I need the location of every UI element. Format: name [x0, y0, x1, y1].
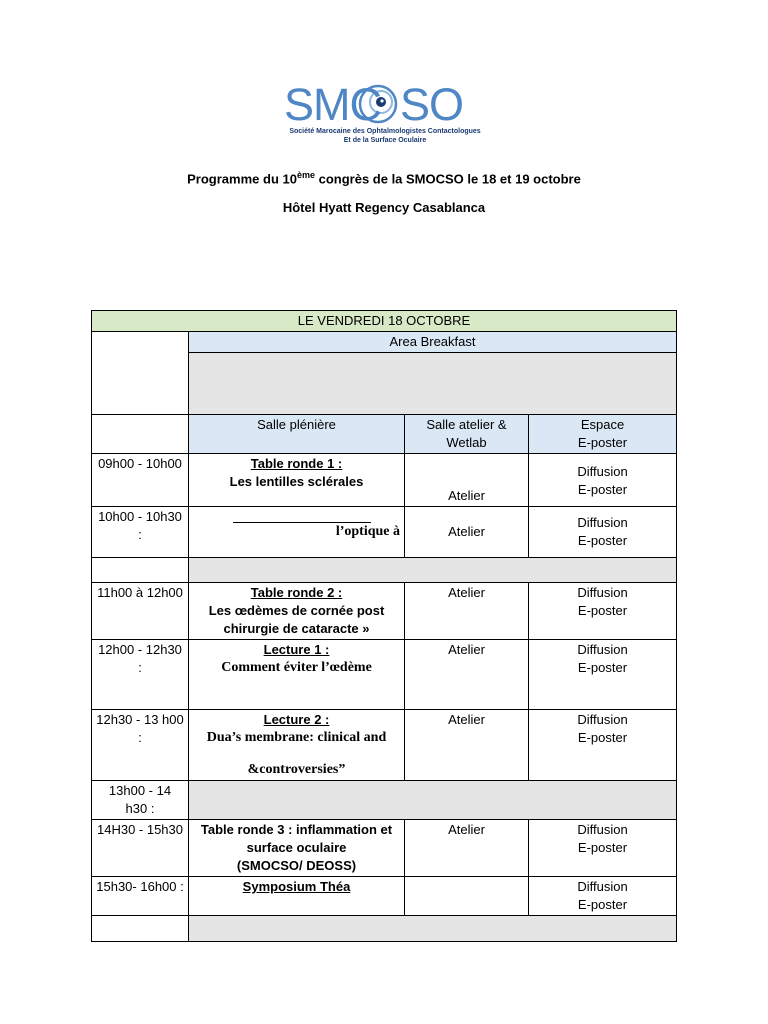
column-header-atelier-line2: Wetlab — [446, 435, 487, 450]
table-row — [92, 558, 677, 583]
empty-cell — [92, 916, 189, 942]
logo-subtitle-line1: Société Marocaine des Ophtalmologistes Contactologues — [289, 128, 481, 135]
table-row — [92, 507, 677, 558]
session-cell — [189, 640, 405, 710]
eposter-line1: Diffusion — [577, 879, 628, 894]
session-title: Symposium Théa — [242, 879, 351, 894]
table-row — [92, 781, 677, 820]
session-cell — [189, 820, 405, 877]
empty-cell — [92, 332, 189, 415]
atelier-cell: Atelier — [405, 507, 529, 558]
time-cell: 09h00 - 10h00 — [92, 454, 189, 507]
empty-cell — [92, 558, 189, 583]
column-header-eposter-line1: Espace — [580, 417, 625, 432]
title-superscript: ème — [296, 170, 315, 180]
atelier-cell: Atelier — [405, 454, 529, 507]
breakfast-header: Area Breakfast — [189, 332, 677, 353]
eposter-cell — [529, 583, 677, 640]
eposter-cell — [529, 710, 677, 781]
eposter-line2: E-poster — [577, 730, 628, 745]
session-title: Table ronde 1 : — [250, 456, 343, 471]
table-row — [92, 454, 677, 507]
session-subtitle: Comment éviter l’œdème — [221, 660, 372, 675]
session-cell — [189, 877, 405, 916]
breakfast-block — [189, 353, 677, 415]
atelier-cell: Atelier — [405, 820, 529, 877]
eposter-cell — [529, 507, 677, 558]
time-line2: : — [138, 730, 142, 745]
eposter-cell — [529, 820, 677, 877]
title-part-1: Programme du 10 — [187, 171, 297, 187]
table-row — [92, 640, 677, 710]
session-subtitle: Les œdèmes de cornée post chirurgie de cataracte » — [208, 603, 385, 636]
time-line1: 12h30 - 13 h00 — [96, 712, 184, 727]
atelier-cell — [405, 877, 529, 916]
column-header-pleniere: Salle plénière — [189, 415, 405, 454]
time-line2: h30 : — [125, 801, 155, 816]
session-underline — [233, 508, 371, 523]
title-part-2: congrès de la SMOCSO le 18 et 19 octobre — [314, 171, 581, 187]
programme-table — [91, 310, 677, 942]
session-cell — [189, 583, 405, 640]
session-title: Table ronde 2 : — [250, 585, 343, 600]
closing-block — [189, 916, 677, 942]
session-subtitle: Les lentilles sclérales — [229, 474, 364, 489]
atelier-cell: Atelier — [405, 640, 529, 710]
atelier-cell: Atelier — [405, 710, 529, 781]
eposter-line2: E-poster — [577, 840, 628, 855]
page-title — [0, 170, 768, 186]
lunch-block — [189, 781, 677, 820]
session-subtitle: Dua’s membrane: clinical and — [206, 730, 387, 745]
venue: Hôtel Hyatt Regency Casablanca — [282, 200, 486, 215]
eposter-line2: E-poster — [577, 533, 628, 548]
session-cell — [189, 454, 405, 507]
column-header-atelier — [405, 415, 529, 454]
time-cell: 10h00 - 10h30 : — [92, 507, 189, 558]
atelier-cell: Atelier — [405, 583, 529, 640]
session-cell — [189, 710, 405, 781]
time-cell — [92, 781, 189, 820]
break-block — [189, 558, 677, 583]
eposter-line1: Diffusion — [577, 515, 628, 530]
session-subtitle: (SMOCSO/ DEOSS) — [236, 858, 357, 873]
time-cell: 15h30- 16h00 : — [92, 877, 189, 916]
eposter-line1: Diffusion — [577, 822, 628, 837]
time-line1: 13h00 - 14 — [108, 783, 172, 798]
empty-cell — [92, 415, 189, 454]
smocso-logo: SMC SO Société Marocaine des Ophtalmologistes Contactologues Et de la Surface Oculaire — [282, 80, 488, 150]
session-cell — [189, 507, 405, 558]
logo-subtitle — [282, 127, 488, 145]
table-row — [92, 820, 677, 877]
eposter-line2: E-poster — [577, 660, 628, 675]
logo-subtitle-line2: Et de la Surface Oculaire — [343, 137, 427, 144]
eposter-cell — [529, 454, 677, 507]
eposter-line2: E-poster — [577, 603, 628, 618]
table-row — [92, 916, 677, 942]
table-row — [92, 583, 677, 640]
table-row — [92, 710, 677, 781]
column-header-eposter — [529, 415, 677, 454]
session-subtitle: l’optique à — [335, 524, 400, 539]
column-header-eposter-line2: E-poster — [577, 435, 628, 450]
time-cell: 12h00 - 12h30 : — [92, 640, 189, 710]
eposter-cell — [529, 877, 677, 916]
eposter-line1: Diffusion — [577, 712, 628, 727]
time-cell: 14H30 - 15h30 — [92, 820, 189, 877]
session-title: Table ronde 3 : inflammation et surface oculaire — [200, 822, 393, 855]
eposter-line2: E-poster — [577, 897, 628, 912]
eposter-cell — [529, 640, 677, 710]
eposter-line1: Diffusion — [577, 464, 628, 479]
session-title: Lecture 1 : — [263, 642, 330, 657]
time-cell — [92, 710, 189, 781]
eposter-line1: Diffusion — [577, 585, 628, 600]
eposter-line2: E-poster — [577, 482, 628, 497]
eposter-line1: Diffusion — [577, 642, 628, 657]
session-title: Lecture 2 : — [263, 712, 330, 727]
session-subtitle-2: &controversies” — [247, 762, 346, 777]
column-header-atelier-line1: Salle atelier & — [426, 417, 507, 432]
time-cell: 11h00 à 12h00 — [92, 583, 189, 640]
day-header: LE VENDREDI 18 OCTOBRE — [92, 311, 677, 332]
table-row — [92, 877, 677, 916]
